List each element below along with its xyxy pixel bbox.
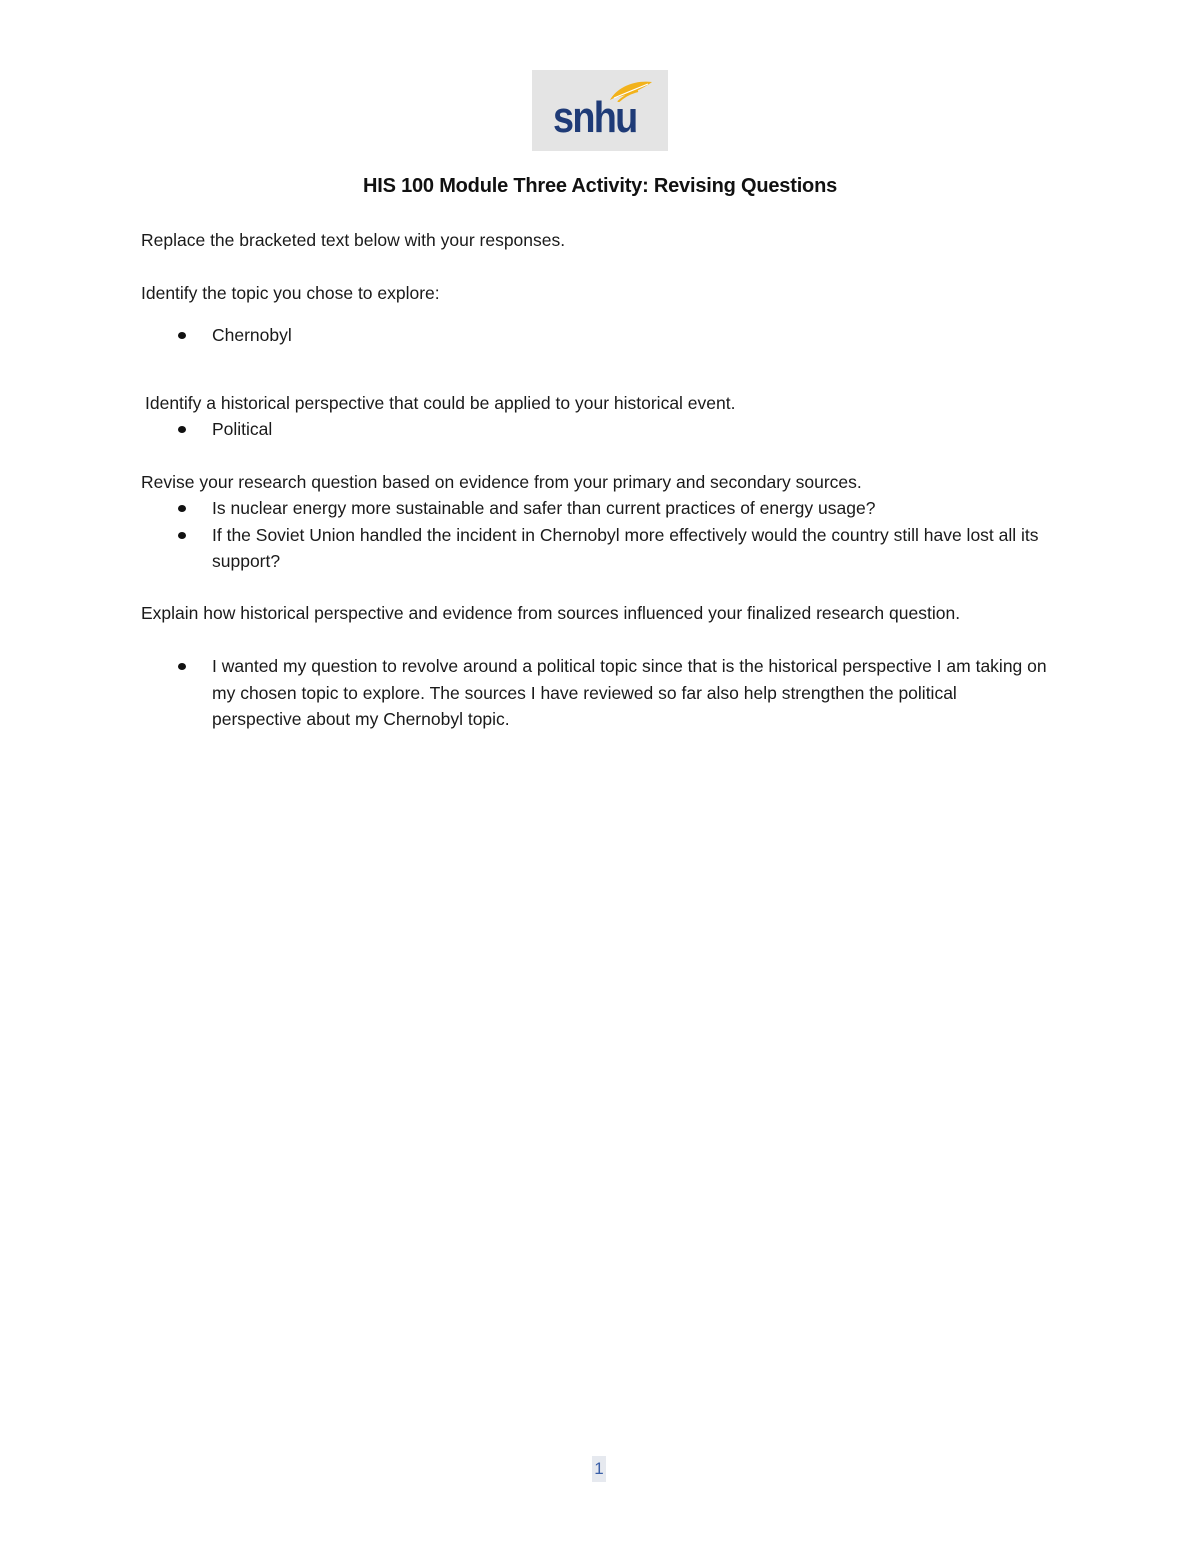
list-item [141,522,1051,575]
list-item [141,653,1051,733]
page-number: 1 [592,1456,606,1482]
logo-wordmark: snhu [553,93,637,142]
list-item [141,322,1051,349]
bullet-dot-icon [178,426,186,433]
intro-instruction: Replace the bracketed text below with your responses. [141,230,566,250]
answer-list-explanation [141,653,1051,733]
bullet-dot-icon [178,663,186,670]
prompt-explanation: Explain how historical perspective and evidence from sources influenced your finalized research question. [141,603,961,623]
snhu-logo [532,70,668,151]
answer-text: Political [212,419,273,439]
prompt-perspective: Identify a historical perspective that could be applied to your historical event. [145,393,736,413]
list-item [141,495,1051,522]
answer-list-perspective [141,416,1051,443]
answer-list-research-question [141,495,1051,575]
answer-text: If the Soviet Union handled the incident in Chernobyl more effectively would the country still have lost all its support? [212,524,1039,571]
list-item [141,416,1051,443]
answer-list-topic [141,322,1051,349]
answer-text: Chernobyl [212,325,292,345]
prompt-research-question: Revise your research question based on evidence from your primary and secondary sources. [141,472,862,492]
prompt-topic: Identify the topic you chose to explore: [141,283,440,303]
answer-text: Is nuclear energy more sustainable and safer than current practices of energy usage? [212,498,876,518]
bullet-dot-icon [178,505,186,512]
answer-text: I wanted my question to revolve around a political topic since that is the historical perspective I am taking on my chosen topic to explore. The sources I have reviewed so far also help strengthen the political perspective about my Chernobyl topic. [212,656,1047,729]
bullet-dot-icon [178,532,186,539]
bullet-dot-icon [178,332,186,339]
document-title: HIS 100 Module Three Activity: Revising Questions [362,175,838,197]
